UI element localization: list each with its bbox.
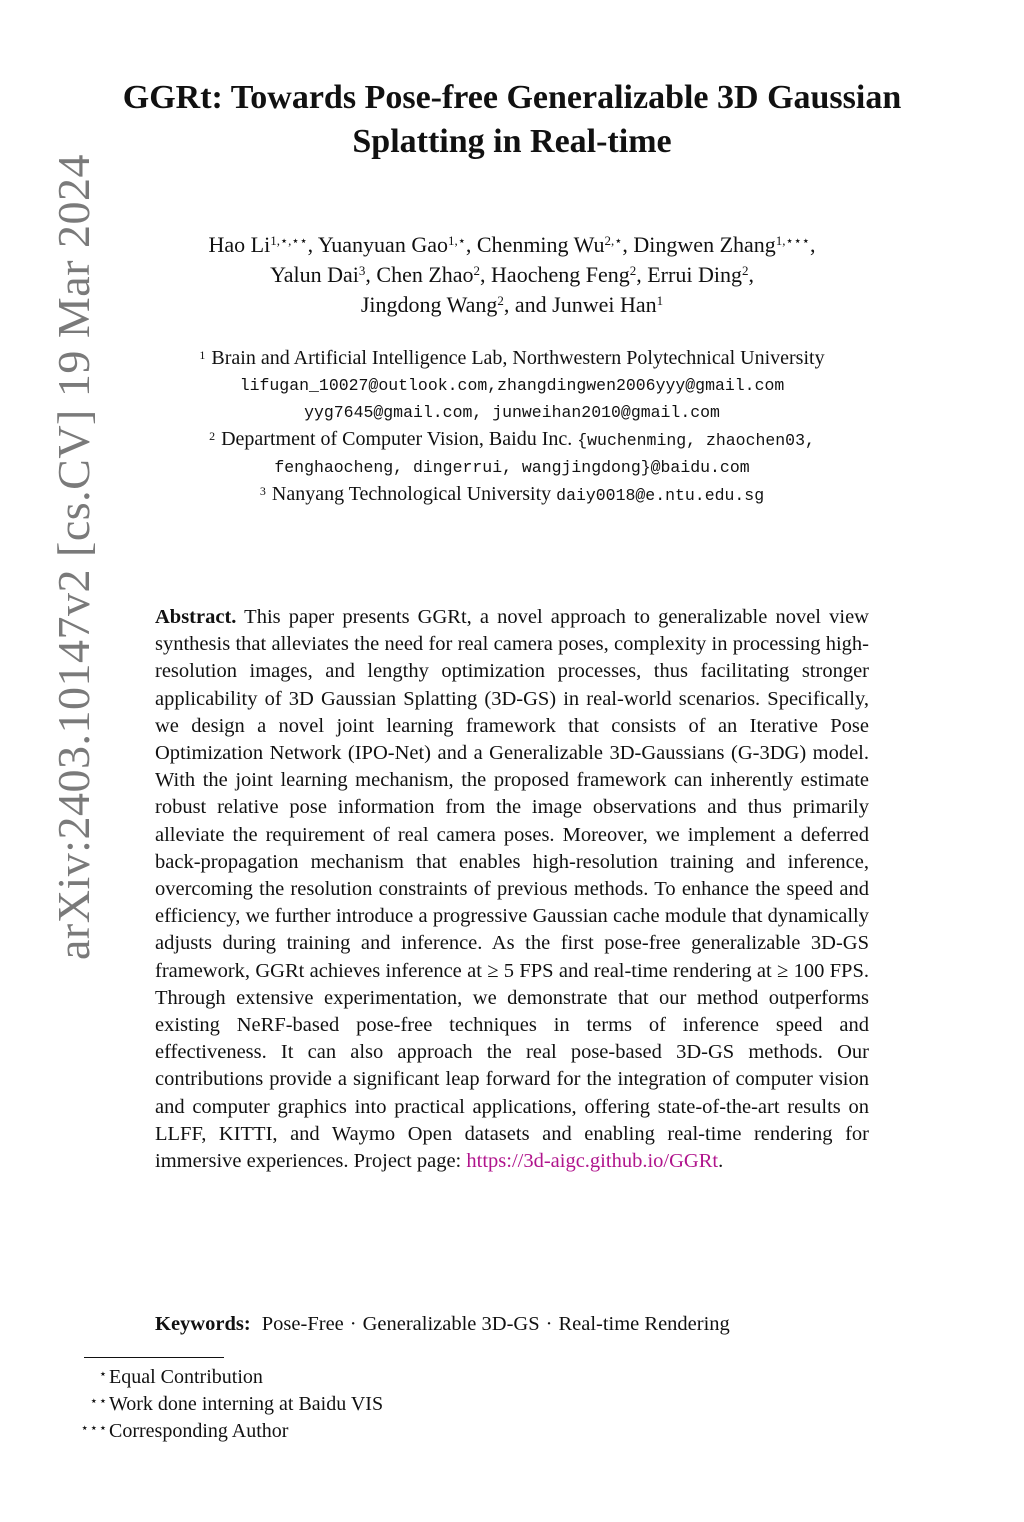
footnote-divider	[84, 1357, 224, 1358]
affiliation-2-emails-line1: {wuchenming, zhaochen03,	[577, 431, 815, 450]
footnote-mark: ⋆⋆	[89, 1393, 108, 1408]
footnote-text: Equal Contribution	[109, 1366, 263, 1388]
footnote-text: Work done interning at Baidu VIS	[109, 1393, 384, 1415]
keyword-item: Real-time Rendering	[558, 1313, 730, 1335]
paper-title: GGRt: Towards Pose-free Generalizable 3D Gaussian Splatting in Real-time	[122, 79, 902, 160]
author-separator: ,	[809, 232, 816, 257]
abstract-text: This paper presents GGRt, a novel approach to generalizable novel view synthesis that alleviates the need for real camera poses, complexity in processing high-resolution images, and lengthy optimization processes, thus facilitating stronger applicability of 3D Gaussian Splatting (3D-GS) in real-world scenarios. Specifically, we design a novel joint learning framework that consists of an Iterative Pose Optimization Network (IPO-Net) and a Generalizable 3D-Gaussians (G-3DG) model. With the joint learning mechanism, the proposed framework can inherently estimate robust relative pose information from the image observations and thus primarily alleviate the requirement of real camera poses. Moreover, we implement a deferred back-propagation mechanism that enables high-resolution training and inference, overcoming the resolution constraints of previous methods. To enhance the speed and efficiency, we further introduce a progressive Gaussian cache module that dynamically adjusts during training and inference. As the first pose-free generalizable 3D-GS framework, GGRt achieves inference at ≥ 5 FPS and real-time rendering at ≥ 100 FPS. Through extensive experimentation, we demonstrate that our method outperforms existing NeRF-based pose-free techniques in terms of inference speed and effectiveness. It can also approach the real pose-based 3D-GS methods. Our contributions provide a significant leap forward for the integration of computer vision and computer graphics into practical applications, offering state-of-the-art results on LLFF, KITTI, and Waymo Open datasets and enabling real-time rendering for immersive experiences. Project page:	[155, 606, 869, 1173]
author-marks: 2	[473, 263, 481, 278]
project-page-link[interactable]: https://3d-aigc.github.io/GGRt	[466, 1150, 719, 1173]
author-separator: ,	[622, 232, 634, 257]
author-name: Yalun Dai	[270, 262, 359, 287]
affiliation-3	[100, 481, 924, 509]
keyword-separator: ·	[545, 1313, 553, 1335]
arxiv-identifier-stamp: arXiv:2403.10147v2 [cs.CV] 19 Mar 2024	[48, 153, 99, 960]
footnote	[60, 1418, 560, 1445]
affiliation-number: 1	[199, 348, 206, 362]
author-separator: ,	[636, 262, 648, 287]
author-marks: 2	[497, 293, 504, 308]
author-name: Chenming Wu	[476, 232, 605, 257]
affiliation-name: Nanyang Technological University	[271, 483, 552, 505]
keywords	[155, 1311, 869, 1338]
footnotes	[60, 1364, 560, 1445]
author-marks: 1,⋆	[447, 233, 466, 248]
keyword-separator: ·	[349, 1313, 357, 1335]
author-separator: ,	[307, 232, 318, 257]
author-name: Junwei Han	[552, 292, 657, 317]
footnote-text: Corresponding Author	[109, 1420, 289, 1442]
abstract-label: Abstract.	[155, 606, 237, 628]
author-name: Haocheng Feng	[491, 262, 630, 287]
affiliation-1-emails-line2: yyg7645@gmail.com, junweihan2010@gmail.com	[304, 403, 720, 422]
affiliation-1-emails-line1: lifugan_10027@outlook.com,zhangdingwen2006yyy@gmail.com	[239, 376, 785, 395]
affiliation-2-emails-line2: fenghaocheng, dingerrui, wangjingdong}@baidu.com	[274, 458, 750, 477]
footnote	[60, 1364, 560, 1391]
affiliation-3-email: daiy0018@e.ntu.edu.sg	[556, 486, 765, 505]
footnote	[60, 1391, 560, 1418]
affiliation-number: 2	[209, 429, 216, 443]
footnote-mark: ⋆⋆⋆	[80, 1420, 108, 1435]
author-marks: 2,⋆	[604, 233, 623, 248]
author-marks: 2	[629, 263, 637, 278]
author-marks: 3	[358, 263, 366, 278]
author-name: Dingwen Zhang	[633, 232, 776, 257]
affiliation-name: Department of Computer Vision, Baidu Inc.	[221, 428, 573, 450]
author-name: Errui Ding	[647, 262, 742, 287]
affiliation-1	[100, 345, 924, 372]
author-marks: 1,⋆,⋆⋆	[270, 233, 308, 248]
affiliation-2	[100, 426, 924, 454]
author-name: Yuanyuan Gao	[317, 232, 448, 257]
author-marks: 2	[741, 263, 749, 278]
author-marks: 1	[656, 293, 664, 308]
footnote-mark: ⋆	[98, 1366, 108, 1381]
author-separator: ,	[480, 262, 492, 287]
author-list	[100, 230, 924, 320]
keyword-item: Generalizable 3D-GS	[362, 1313, 540, 1335]
author-separator: ,	[465, 232, 477, 257]
abstract	[155, 604, 869, 1175]
abstract-end: .	[718, 1150, 724, 1173]
keywords-label: Keywords:	[155, 1313, 251, 1335]
keyword-item: Pose-Free	[261, 1313, 344, 1335]
affiliation-number: 3	[259, 484, 266, 498]
affiliation-name: Brain and Artificial Intelligence Lab, Northwestern Polytechnical University	[211, 347, 825, 369]
author-separator: , and	[503, 292, 553, 317]
author-name: Jingdong Wang	[360, 292, 498, 317]
author-separator: ,	[365, 262, 377, 287]
affiliations-block	[100, 345, 924, 509]
author-separator: ,	[748, 262, 754, 287]
author-name: Chen Zhao	[376, 262, 474, 287]
author-name: Hao Li	[208, 232, 271, 257]
author-marks: 1,⋆⋆⋆	[775, 233, 810, 248]
